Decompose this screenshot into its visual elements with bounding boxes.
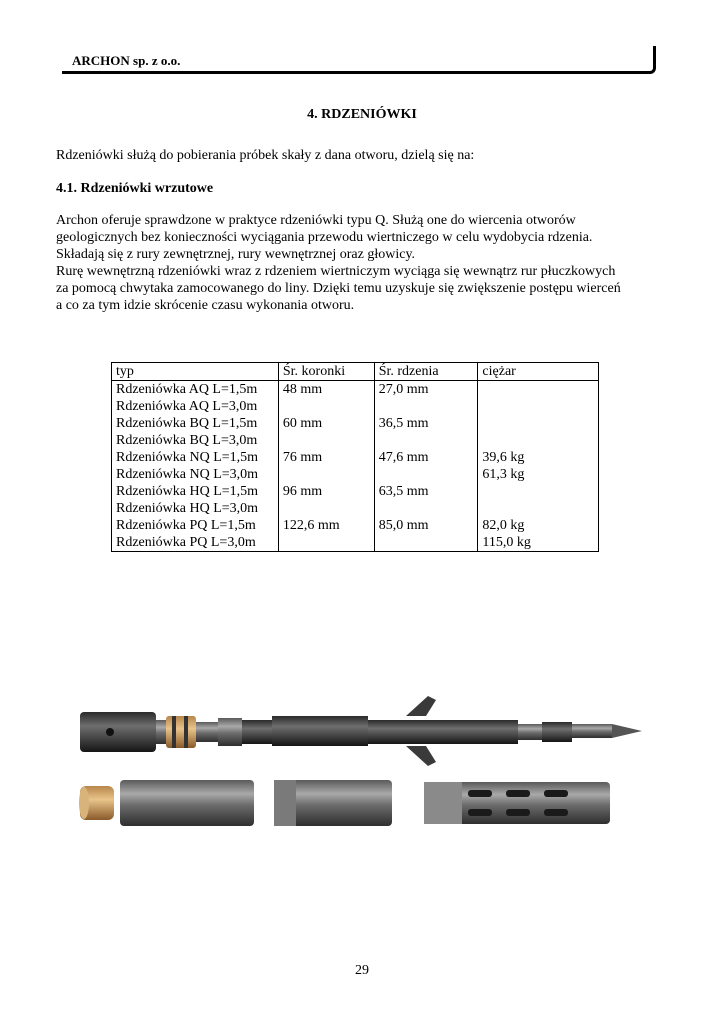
table-cell: Rdzeniówka NQ L=1,5m xyxy=(112,449,279,466)
outer-tube-parts xyxy=(79,780,610,826)
column-header-weight: ciężar xyxy=(478,363,599,381)
table-cell: 115,0 kg xyxy=(478,534,599,552)
table-cell xyxy=(278,466,374,483)
table-cell: 82,0 kg xyxy=(478,517,599,534)
table-cell xyxy=(374,466,478,483)
subsection-title: 4.1. Rdzeniówki wrzutowe xyxy=(56,181,214,196)
table-row xyxy=(112,381,599,399)
table-cell xyxy=(278,398,374,415)
body-paragraph xyxy=(56,212,676,314)
company-name: ARCHON sp. z o.o. xyxy=(72,53,181,68)
table-cell: 96 mm xyxy=(278,483,374,500)
column-header-bit-diameter: Śr. koronki xyxy=(278,363,374,381)
column-header-core-diameter: Śr. rdzenia xyxy=(374,363,478,381)
table-body xyxy=(112,381,599,552)
table-cell xyxy=(374,500,478,517)
body-line: geologicznych bez konieczności wyciągania przewodu wiertniczego w celu wydobycia rdzenia. xyxy=(56,230,593,245)
table-cell: Rdzeniówka HQ L=3,0m xyxy=(112,500,279,517)
table-row xyxy=(112,483,599,500)
column-header-type: typ xyxy=(112,363,279,381)
intro-paragraph: Rdzeniówki służą do pobierania próbek skały z dana otworu, dzielą się na: xyxy=(56,148,475,163)
table-cell: Rdzeniówka PQ L=3,0m xyxy=(112,534,279,552)
table-row xyxy=(112,534,599,552)
table-cell: 122,6 mm xyxy=(278,517,374,534)
table-row xyxy=(112,415,599,432)
table-row xyxy=(112,398,599,415)
table-cell: 36,5 mm xyxy=(374,415,478,432)
body-line: Składają się z rury zewnętrznej, rury wewnętrznej oraz głowicy. xyxy=(56,247,416,262)
inner-tube-assembly xyxy=(80,696,642,766)
body-line: a co za tym idzie skrócenie czasu wykonania otworu. xyxy=(56,298,355,313)
table-cell xyxy=(278,432,374,449)
table-cell xyxy=(478,381,599,399)
section-title: 4. RDZENIÓWKI xyxy=(307,107,417,122)
table-cell xyxy=(478,432,599,449)
table-cell: Rdzeniówka BQ L=1,5m xyxy=(112,415,279,432)
table-cell: Rdzeniówka HQ L=1,5m xyxy=(112,483,279,500)
table-cell: Rdzeniówka AQ L=1,5m xyxy=(112,381,279,399)
table-cell: 27,0 mm xyxy=(374,381,478,399)
table-row xyxy=(112,449,599,466)
table-cell xyxy=(478,398,599,415)
table-row xyxy=(112,432,599,449)
table-cell xyxy=(478,483,599,500)
table-cell: 63,5 mm xyxy=(374,483,478,500)
table-cell xyxy=(374,432,478,449)
table-cell: Rdzeniówka AQ L=3,0m xyxy=(112,398,279,415)
table-cell xyxy=(478,415,599,432)
table-cell xyxy=(278,500,374,517)
table-cell xyxy=(478,500,599,517)
table-cell xyxy=(278,534,374,552)
table-cell: Rdzeniówka NQ L=3,0m xyxy=(112,466,279,483)
table-row xyxy=(112,466,599,483)
body-line: Archon oferuje sprawdzone w praktyce rdzeniówki typu Q. Służą one do wiercenia otworów xyxy=(56,213,576,228)
table-header-row xyxy=(112,363,599,381)
core-barrel-spec-table xyxy=(111,362,599,552)
body-line: za pomocą chwytaka zamocowanego do liny. Dzięki temu uzyskuje się zwiększenie postępu wierceń xyxy=(56,281,621,296)
table-row xyxy=(112,500,599,517)
body-line: Rurę wewnętrzną rdzeniówki wraz z rdzeniem wiertniczym wyciąga się wewnątrz rur płuczkowych xyxy=(56,264,616,279)
core-barrel-photo xyxy=(76,690,646,860)
page-header xyxy=(62,46,656,74)
table-cell: 85,0 mm xyxy=(374,517,478,534)
table-cell: 48 mm xyxy=(278,381,374,399)
table-cell xyxy=(374,534,478,552)
table-cell: 61,3 kg xyxy=(478,466,599,483)
table-cell xyxy=(374,398,478,415)
table-cell: 47,6 mm xyxy=(374,449,478,466)
table-cell: 39,6 kg xyxy=(478,449,599,466)
table-row xyxy=(112,517,599,534)
table-cell: Rdzeniówka PQ L=1,5m xyxy=(112,517,279,534)
table-cell: 60 mm xyxy=(278,415,374,432)
table-cell: 76 mm xyxy=(278,449,374,466)
page-number: 29 xyxy=(355,963,369,978)
table-cell: Rdzeniówka BQ L=3,0m xyxy=(112,432,279,449)
